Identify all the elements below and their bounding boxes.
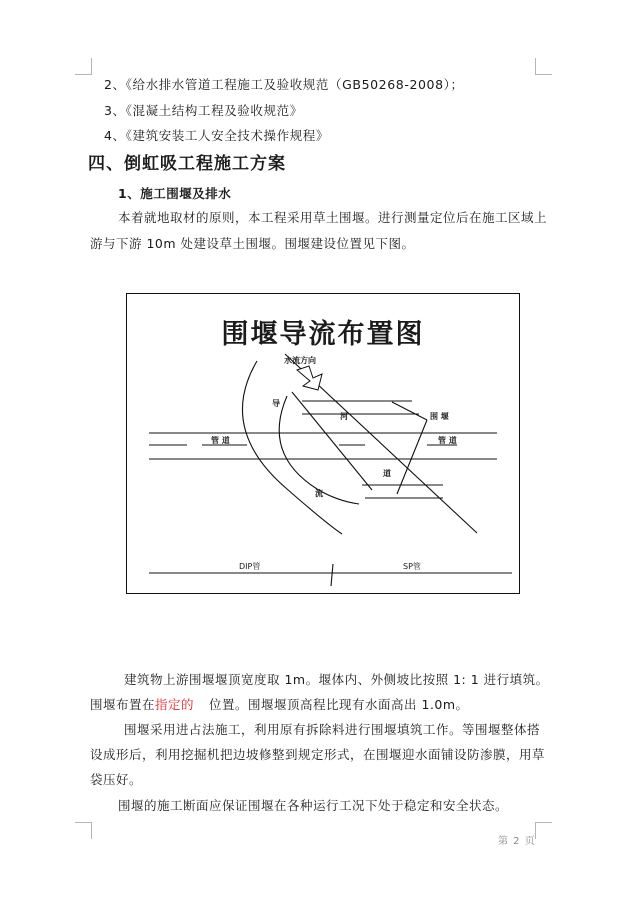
pipeline-label-left: 管 道 [211,436,230,445]
construction-paragraph-line: 袋压好。 [90,772,143,787]
channel-label: 道 [383,469,391,478]
crop-mark-top-right [535,58,552,75]
text-segment: 位置。围堰堰顶高程比现有水面高出 1.0m。 [209,697,469,712]
construction-paragraph-line: 围堰采用进占法施工，利用原有拆除料进行围堰填筑工作。等围堰整体搭 [124,722,541,737]
text-segment: 围堰布置在 [90,697,156,712]
dip-pipe-label: DIP管 [239,562,261,571]
section-heading: 四、倒虹吸工程施工方案 [88,154,286,174]
safety-paragraph: 围堰的施工断面应保证围堰在各种运行工况下处于稳定和安全状态。 [118,798,509,813]
intro-paragraph-line: 本着就地取材的原则，本工程采用草土围堰。进行测量定位后在施工区域上 [118,210,548,225]
crop-mark-top-left [75,58,92,75]
flow-label: 流 [315,489,323,498]
cofferdam-paragraph-line [90,695,469,713]
highlighted-text: 指定的 [155,697,195,712]
construction-paragraph-line: 设成形后，利用挖掘机把边坡修整到规定形式，在围堰迎水面铺设防渗膜，用草 [90,747,546,762]
subsection-heading: 1、施工围堰及排水 [118,186,232,201]
pipeline-label-right: 管 道 [438,436,457,445]
cofferdam-layout-figure [126,293,520,594]
sp-pipe-label: SP管 [403,562,421,571]
river-label: 河 [340,412,348,421]
diversion-label: 导 [272,399,280,408]
figure-drawing [127,294,519,593]
crop-mark-bottom-right [535,822,552,839]
reference-item: 4、《建筑安装工人安全技术操作规程》 [104,128,330,143]
cofferdam-label: 围 堰 [430,412,449,421]
cofferdam-paragraph-line: 建筑物上游围堰堰顶宽度取 1m。堰体内、外侧坡比按照 1: 1 进行填筑。 [124,672,549,687]
page-number: 第 2 页 [498,836,536,847]
intro-paragraph-line: 游与下游 10m 处建设草土围堰。围堰建设位置见下图。 [90,236,415,251]
reference-item: 2、《给水排水管道工程施工及验收规范（GB50268-2008）； [104,77,464,92]
figure-title: 围堰导流布置图 [221,319,425,350]
crop-mark-bottom-left [75,822,92,839]
flow-direction-label: 水流方向 [284,356,316,365]
reference-item: 3、《混凝土结构工程及验收规范》 [104,103,303,118]
